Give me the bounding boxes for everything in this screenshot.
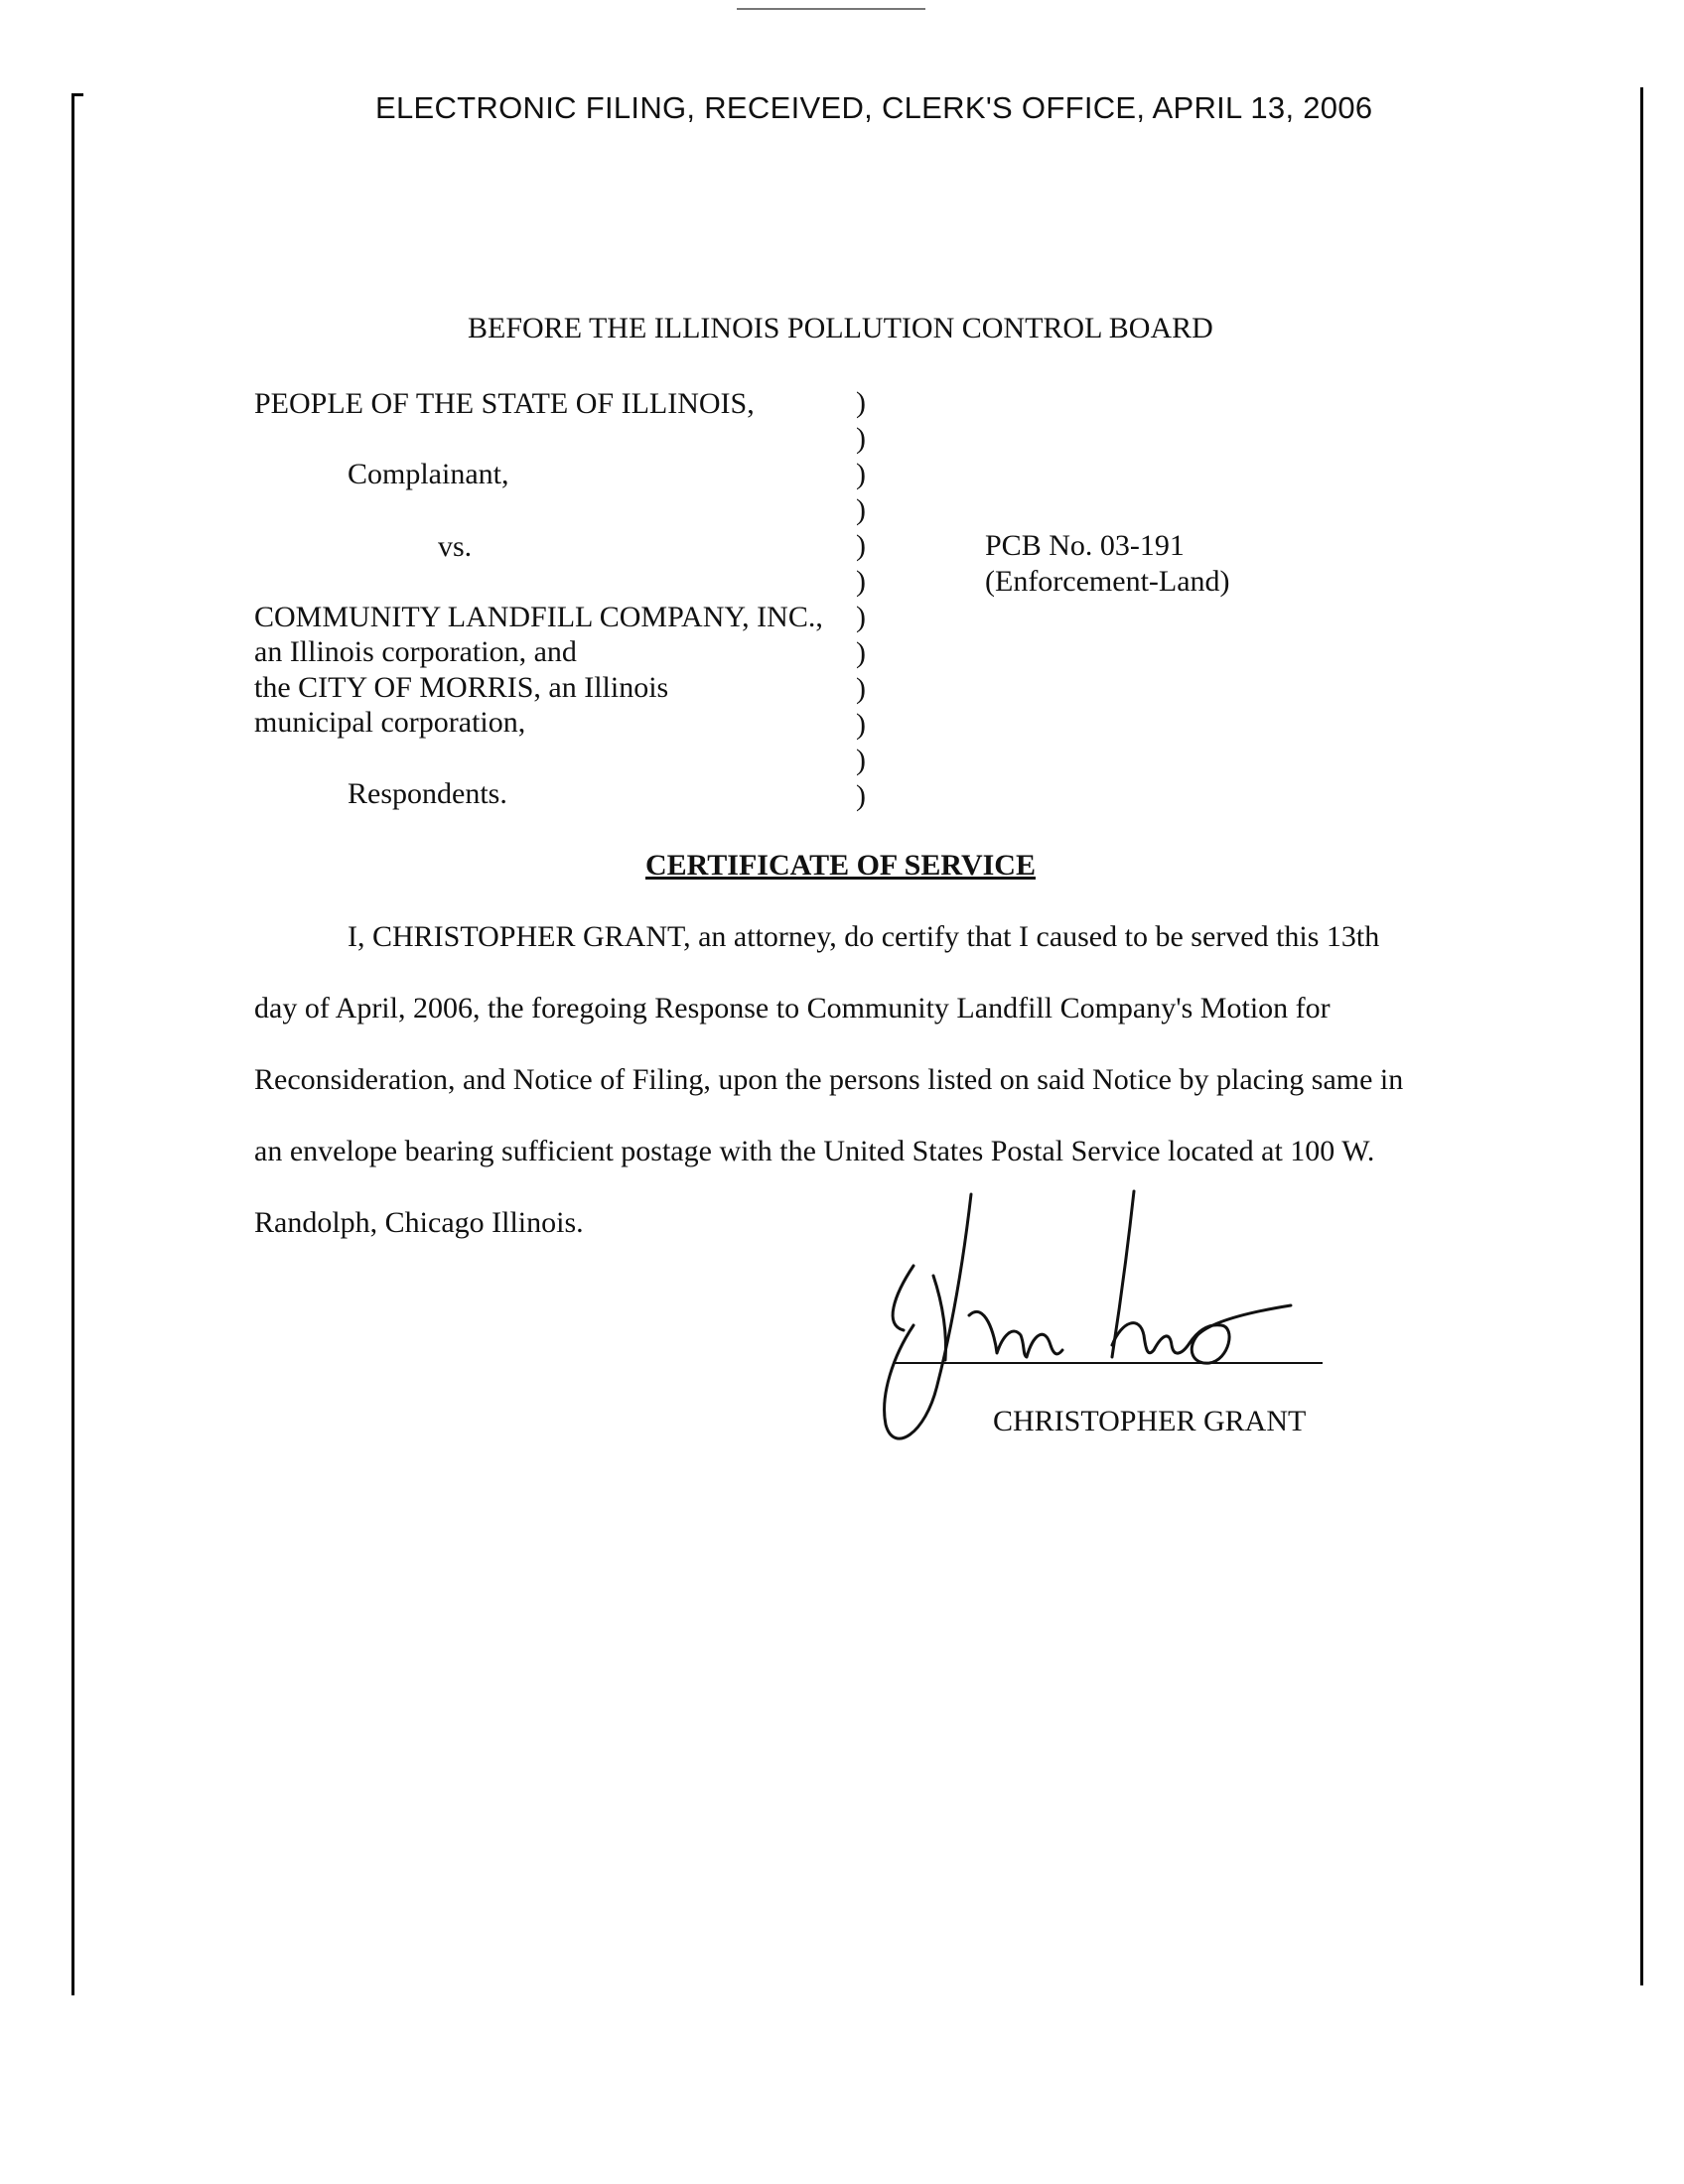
caption-paren: ) bbox=[856, 565, 866, 598]
scan-edge-left bbox=[71, 93, 74, 1995]
respondents-label: Respondents. bbox=[348, 777, 507, 810]
certificate-body-line: I, CHRISTOPHER GRANT, an attorney, do certify that I caused to be served this 13th bbox=[348, 920, 1380, 953]
caption-paren: ) bbox=[856, 779, 866, 812]
scan-edge-right bbox=[1640, 87, 1643, 1985]
certificate-body-line: Randolph, Chicago Illinois. bbox=[254, 1206, 584, 1239]
defendant-line-4: municipal corporation, bbox=[254, 706, 526, 739]
caption-paren: ) bbox=[856, 744, 866, 776]
certificate-body-line: day of April, 2006, the foregoing Response to Community Landfill Company's Motion for bbox=[254, 992, 1331, 1024]
case-number: PCB No. 03-191 bbox=[985, 529, 1185, 562]
caption-paren: ) bbox=[856, 422, 866, 455]
plaintiff-name: PEOPLE OF THE STATE OF ILLINOIS, bbox=[254, 387, 755, 420]
caption-paren: ) bbox=[856, 601, 866, 633]
versus-label: vs. bbox=[438, 530, 473, 563]
defendant-line-3: the CITY OF MORRIS, an Illinois bbox=[254, 671, 669, 704]
caption-paren: ) bbox=[856, 672, 866, 705]
board-heading: BEFORE THE ILLINOIS POLLUTION CONTROL BOARD bbox=[468, 312, 1213, 344]
caption-paren: ) bbox=[856, 458, 866, 490]
defendant-line-2: an Illinois corporation, and bbox=[254, 635, 577, 668]
filing-stamp: ELECTRONIC FILING, RECEIVED, CLERK'S OFFICE, APRIL 13, 2006 bbox=[375, 90, 1373, 125]
case-type: (Enforcement-Land) bbox=[985, 565, 1230, 598]
certificate-title: CERTIFICATE OF SERVICE bbox=[645, 849, 1036, 882]
scan-edge-top bbox=[737, 8, 925, 10]
signatory-name: CHRISTOPHER GRANT bbox=[993, 1405, 1307, 1437]
complainant-label: Complainant, bbox=[348, 458, 509, 490]
caption-paren: ) bbox=[856, 708, 866, 741]
caption-paren: ) bbox=[856, 529, 866, 562]
caption-paren: ) bbox=[856, 493, 866, 526]
scan-edge-left-tick bbox=[71, 93, 83, 96]
certificate-body-line: an envelope bearing sufficient postage with the United States Postal Service located at 100 W. bbox=[254, 1135, 1375, 1167]
defendant-line-1: COMMUNITY LANDFILL COMPANY, INC., bbox=[254, 601, 823, 633]
certificate-body-line: Reconsideration, and Notice of Filing, upon the persons listed on said Notice by placing same in bbox=[254, 1063, 1404, 1096]
caption-paren: ) bbox=[856, 386, 866, 419]
caption-paren: ) bbox=[856, 636, 866, 669]
